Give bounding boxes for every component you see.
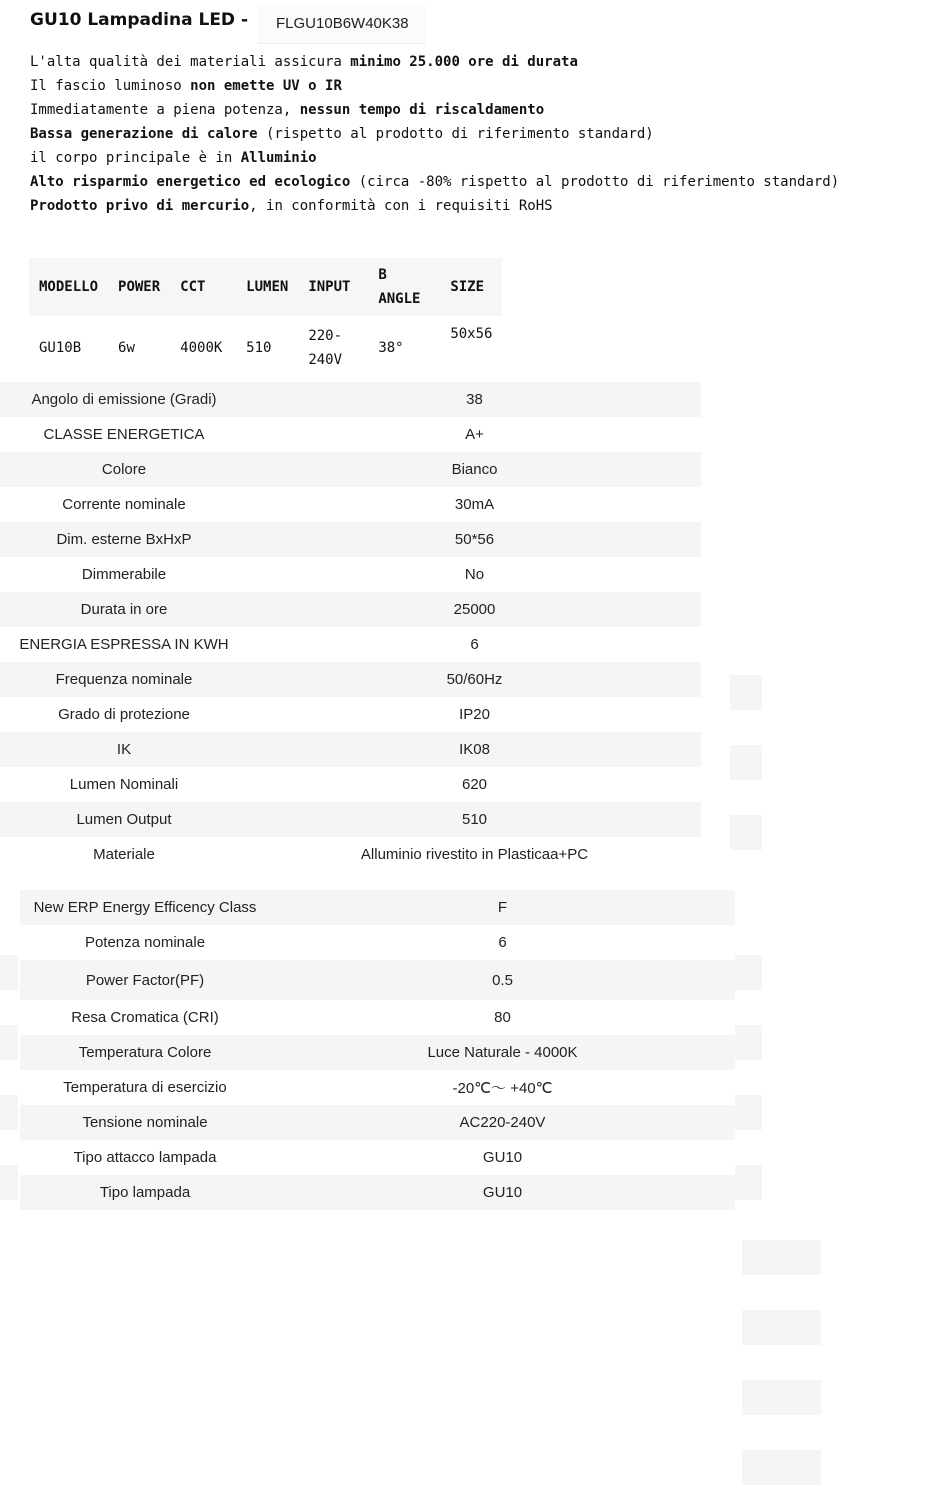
background-block: [730, 675, 762, 710]
background-block: [742, 1310, 821, 1345]
attribute-label: Temperatura di esercizio: [63, 1079, 227, 1096]
table-row: [0, 452, 701, 487]
background-block: [742, 1450, 821, 1485]
table-row: [20, 1035, 735, 1070]
spec-header-size: SIZE: [440, 258, 502, 316]
attribute-label: Tipo attacco lampada: [73, 1149, 217, 1166]
table-row: [20, 1175, 735, 1210]
feature-line-3: Immediatamente a piena potenza, nessun tempo di riscaldamento: [30, 102, 545, 118]
attribute-label: Dim. esterne BxHxP: [0, 522, 248, 557]
attribute-value: 6: [470, 636, 479, 653]
table-row: [0, 592, 701, 627]
spec-header-b-angle: B ANGLE: [368, 258, 440, 316]
spec-cell-cct: 4000K: [180, 340, 223, 356]
background-block: [735, 1165, 762, 1200]
attribute-label: Grado di protezione: [58, 706, 190, 723]
attribute-label: IK: [0, 732, 248, 767]
background-block: [735, 1095, 762, 1130]
feature-line-1: L'alta qualità dei materiali assicura minimo 25.000 ore di durata: [30, 54, 578, 70]
spec-header-modello: MODELLO: [29, 258, 108, 316]
feature-line-7: Prodotto privo di mercurio, in conformità con i requisiti RoHS: [30, 198, 553, 214]
table-row: [0, 382, 701, 417]
spec-table: [29, 258, 502, 380]
table-row: [20, 1105, 735, 1140]
background-block: [735, 955, 762, 990]
table-row: [0, 662, 701, 697]
attribute-value: No: [464, 566, 485, 583]
attribute-value: IP20: [459, 706, 490, 723]
attributes-table-1: [0, 382, 701, 872]
attribute-value: 30mA: [454, 496, 495, 513]
feature-line-4: Bassa generazione di calore (rispetto al prodotto di riferimento standard): [30, 126, 654, 142]
attribute-label: Dimmerabile: [81, 566, 167, 583]
background-block: [742, 1380, 821, 1415]
attribute-label: Potenza nominale: [84, 934, 206, 951]
attribute-label: New ERP Energy Efficency Class: [20, 890, 270, 925]
spec-cell-lumen: 510: [246, 340, 272, 356]
spec-cell-size: 50x56: [450, 326, 493, 342]
attribute-value: 38: [248, 382, 701, 417]
spec-cell-power: 6w: [118, 340, 135, 356]
attribute-label: Tensione nominale: [20, 1105, 270, 1140]
attribute-value: 0.5: [270, 960, 735, 1000]
background-block: [730, 745, 762, 780]
table-row: [20, 890, 735, 925]
attribute-label: Materiale: [93, 846, 155, 863]
attributes-table-2: [20, 890, 735, 1210]
attribute-label: Angolo di emissione (Gradi): [0, 382, 248, 417]
background-block: [0, 1095, 18, 1130]
product-title: GU10 Lampadina LED -: [30, 10, 249, 30]
spec-data-row: [29, 316, 502, 380]
feature-line-2: Il fascio luminoso non emette UV o IR: [30, 78, 342, 94]
attribute-value: F: [270, 890, 735, 925]
attribute-value: A+: [465, 426, 484, 443]
attribute-label: CLASSE ENERGETICA: [43, 426, 205, 443]
background-block: [742, 1240, 821, 1275]
background-block: [0, 1025, 18, 1060]
attribute-value: IK08: [248, 732, 701, 767]
table-row: [0, 732, 701, 767]
product-code: FLGU10B6W40K38: [258, 4, 426, 44]
table-row: [20, 1140, 735, 1175]
table-row: [20, 1070, 735, 1105]
table-row: [0, 802, 701, 837]
spec-header-row: [29, 258, 502, 316]
attribute-value: 6: [498, 934, 507, 951]
attribute-label: Temperatura Colore: [20, 1035, 270, 1070]
table-row: [20, 1000, 735, 1035]
attribute-value: 510: [248, 802, 701, 837]
table-row: [20, 925, 735, 960]
attribute-value: 80: [494, 1009, 511, 1026]
background-block: [0, 1165, 18, 1200]
table-row: [0, 522, 701, 557]
attribute-value: 50*56: [248, 522, 701, 557]
attribute-value: Bianco: [248, 452, 701, 487]
spec-header-input: INPUT: [298, 258, 368, 316]
attribute-label: Durata in ore: [0, 592, 248, 627]
feature-line-5: il corpo principale è in Alluminio: [30, 150, 317, 166]
table-row: [0, 557, 701, 592]
attribute-value: 50/60Hz: [248, 662, 701, 697]
attribute-label: Colore: [0, 452, 248, 487]
attribute-value: 620: [461, 776, 488, 793]
attribute-label: Resa Cromatica (CRI): [71, 1009, 219, 1026]
feature-line-6: Alto risparmio energetico ed ecologico (circa -80% rispetto al prodotto di riferimento standard): [30, 174, 840, 190]
spec-cell-modello: GU10B: [39, 340, 82, 356]
background-block: [0, 955, 18, 990]
table-row: [0, 697, 701, 732]
attribute-label: ENERGIA ESPRESSA IN KWH: [19, 636, 229, 653]
attribute-value: GU10: [270, 1175, 735, 1210]
attribute-value: Alluminio rivestito in Plasticaa+PC: [360, 846, 589, 863]
table-row: [0, 627, 701, 662]
spec-cell-input: 220-240V: [308, 328, 343, 368]
attribute-value: 25000: [248, 592, 701, 627]
attribute-label: Power Factor(PF): [20, 960, 270, 1000]
attribute-value: -20℃～ +40℃: [452, 1080, 553, 1097]
spec-header-lumen: LUMEN: [236, 258, 298, 316]
table-row: [20, 960, 735, 1000]
attribute-value: GU10: [482, 1149, 523, 1166]
spec-cell-b-angle: 38°: [378, 340, 404, 356]
attribute-label: Frequenza nominale: [0, 662, 248, 697]
spec-header-cct: CCT: [170, 258, 236, 316]
table-row: [0, 837, 701, 872]
background-block: [730, 815, 762, 850]
attribute-label: Tipo lampada: [20, 1175, 270, 1210]
table-row: [0, 487, 701, 522]
table-row: [0, 767, 701, 802]
table-row: [0, 417, 701, 452]
attribute-value: Luce Naturale - 4000K: [270, 1035, 735, 1070]
spec-header-power: POWER: [108, 258, 170, 316]
attribute-label: Lumen Output: [0, 802, 248, 837]
feature-description: [30, 50, 839, 218]
attribute-label: Lumen Nominali: [69, 776, 179, 793]
attribute-label: Corrente nominale: [62, 496, 186, 513]
attribute-value: AC220-240V: [270, 1105, 735, 1140]
background-block: [735, 1025, 762, 1060]
